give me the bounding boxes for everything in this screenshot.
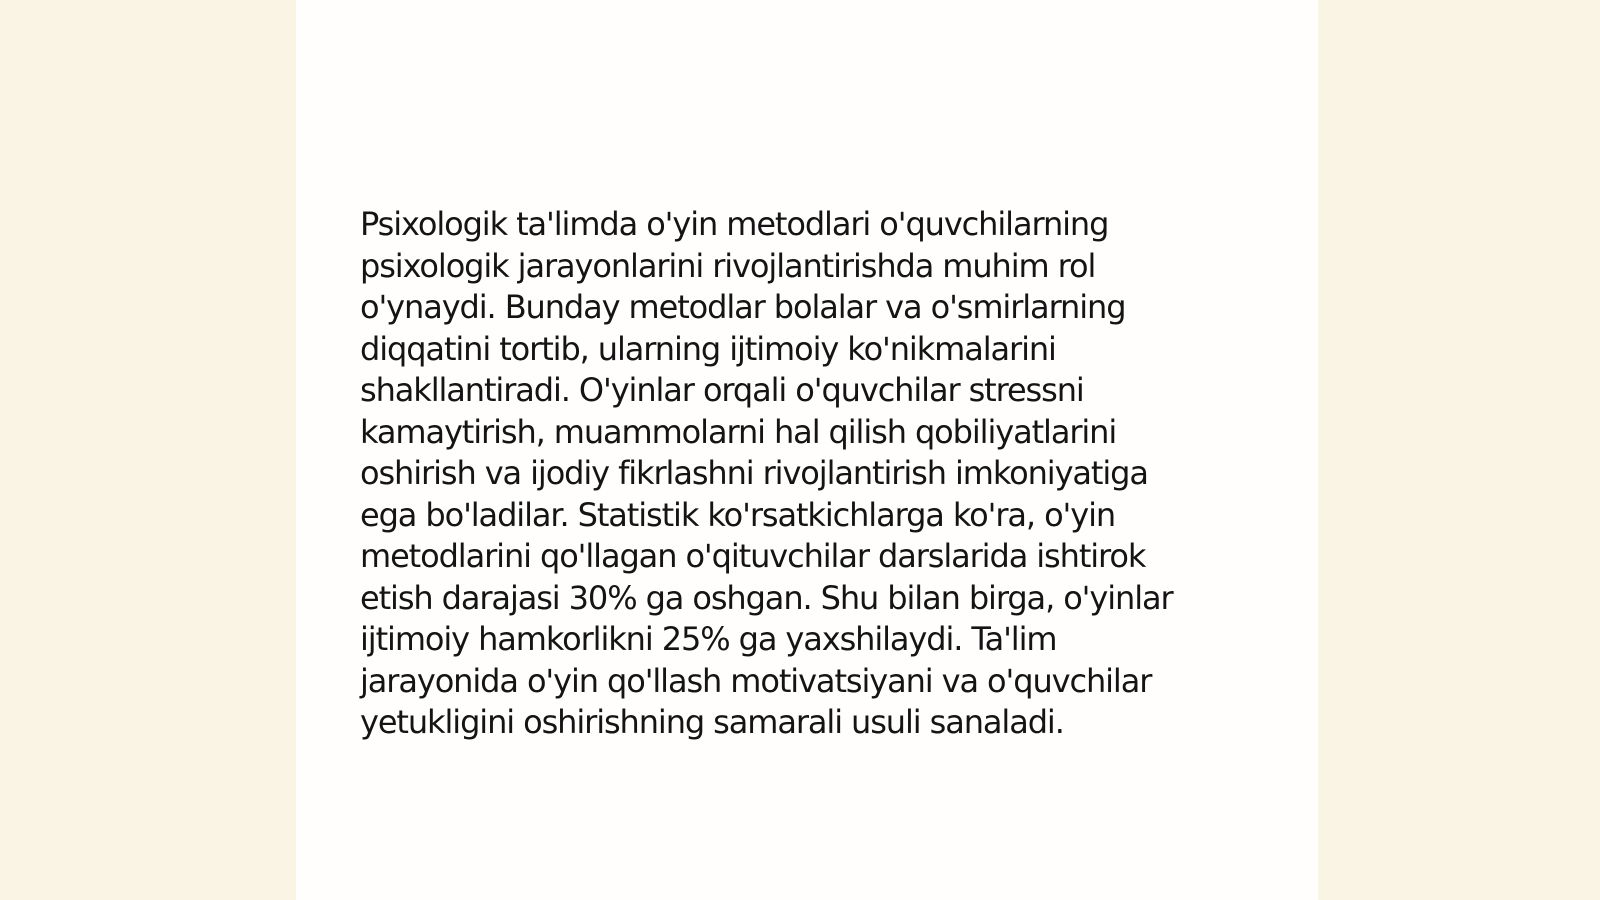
slide-body-text: Psixologik ta'limda o'yin metodlari o'quvchilarning psixologik jarayonlarini rivojlantirishda muhim rol o'ynaydi. Bunday metodlar bolalar va o'smirlarning diqqatini tortib, ularning ijtimoiy ko'nikmalarini shakllantiradi. O'yinlar orqali o'quvchilar stressni kamaytirish, muammolarni hal qilish qobiliyatlarini oshirish va ijodiy fikrlashni rivojlantirish imkoniyatiga ega bo'ladilar. Statistik ko'rsatkichlarga ko'ra, o'yin metodlarini qo'llagan o'qituvchilar darslarida ishtirok etish darajasi 30% ga oshgan. Shu bilan birga, o'yinlar ijtimoiy hamkorlikni 25% ga yaxshilaydi. Ta'lim jarayonida o'yin qo'llash motivatsiyani va o'quvchilar yetukligini oshirishning samarali usuli sanaladi. bbox=[360, 205, 1173, 741]
background-left-margin bbox=[0, 0, 296, 900]
background-right-margin bbox=[1318, 0, 1600, 900]
slide-canvas bbox=[296, 0, 1318, 900]
